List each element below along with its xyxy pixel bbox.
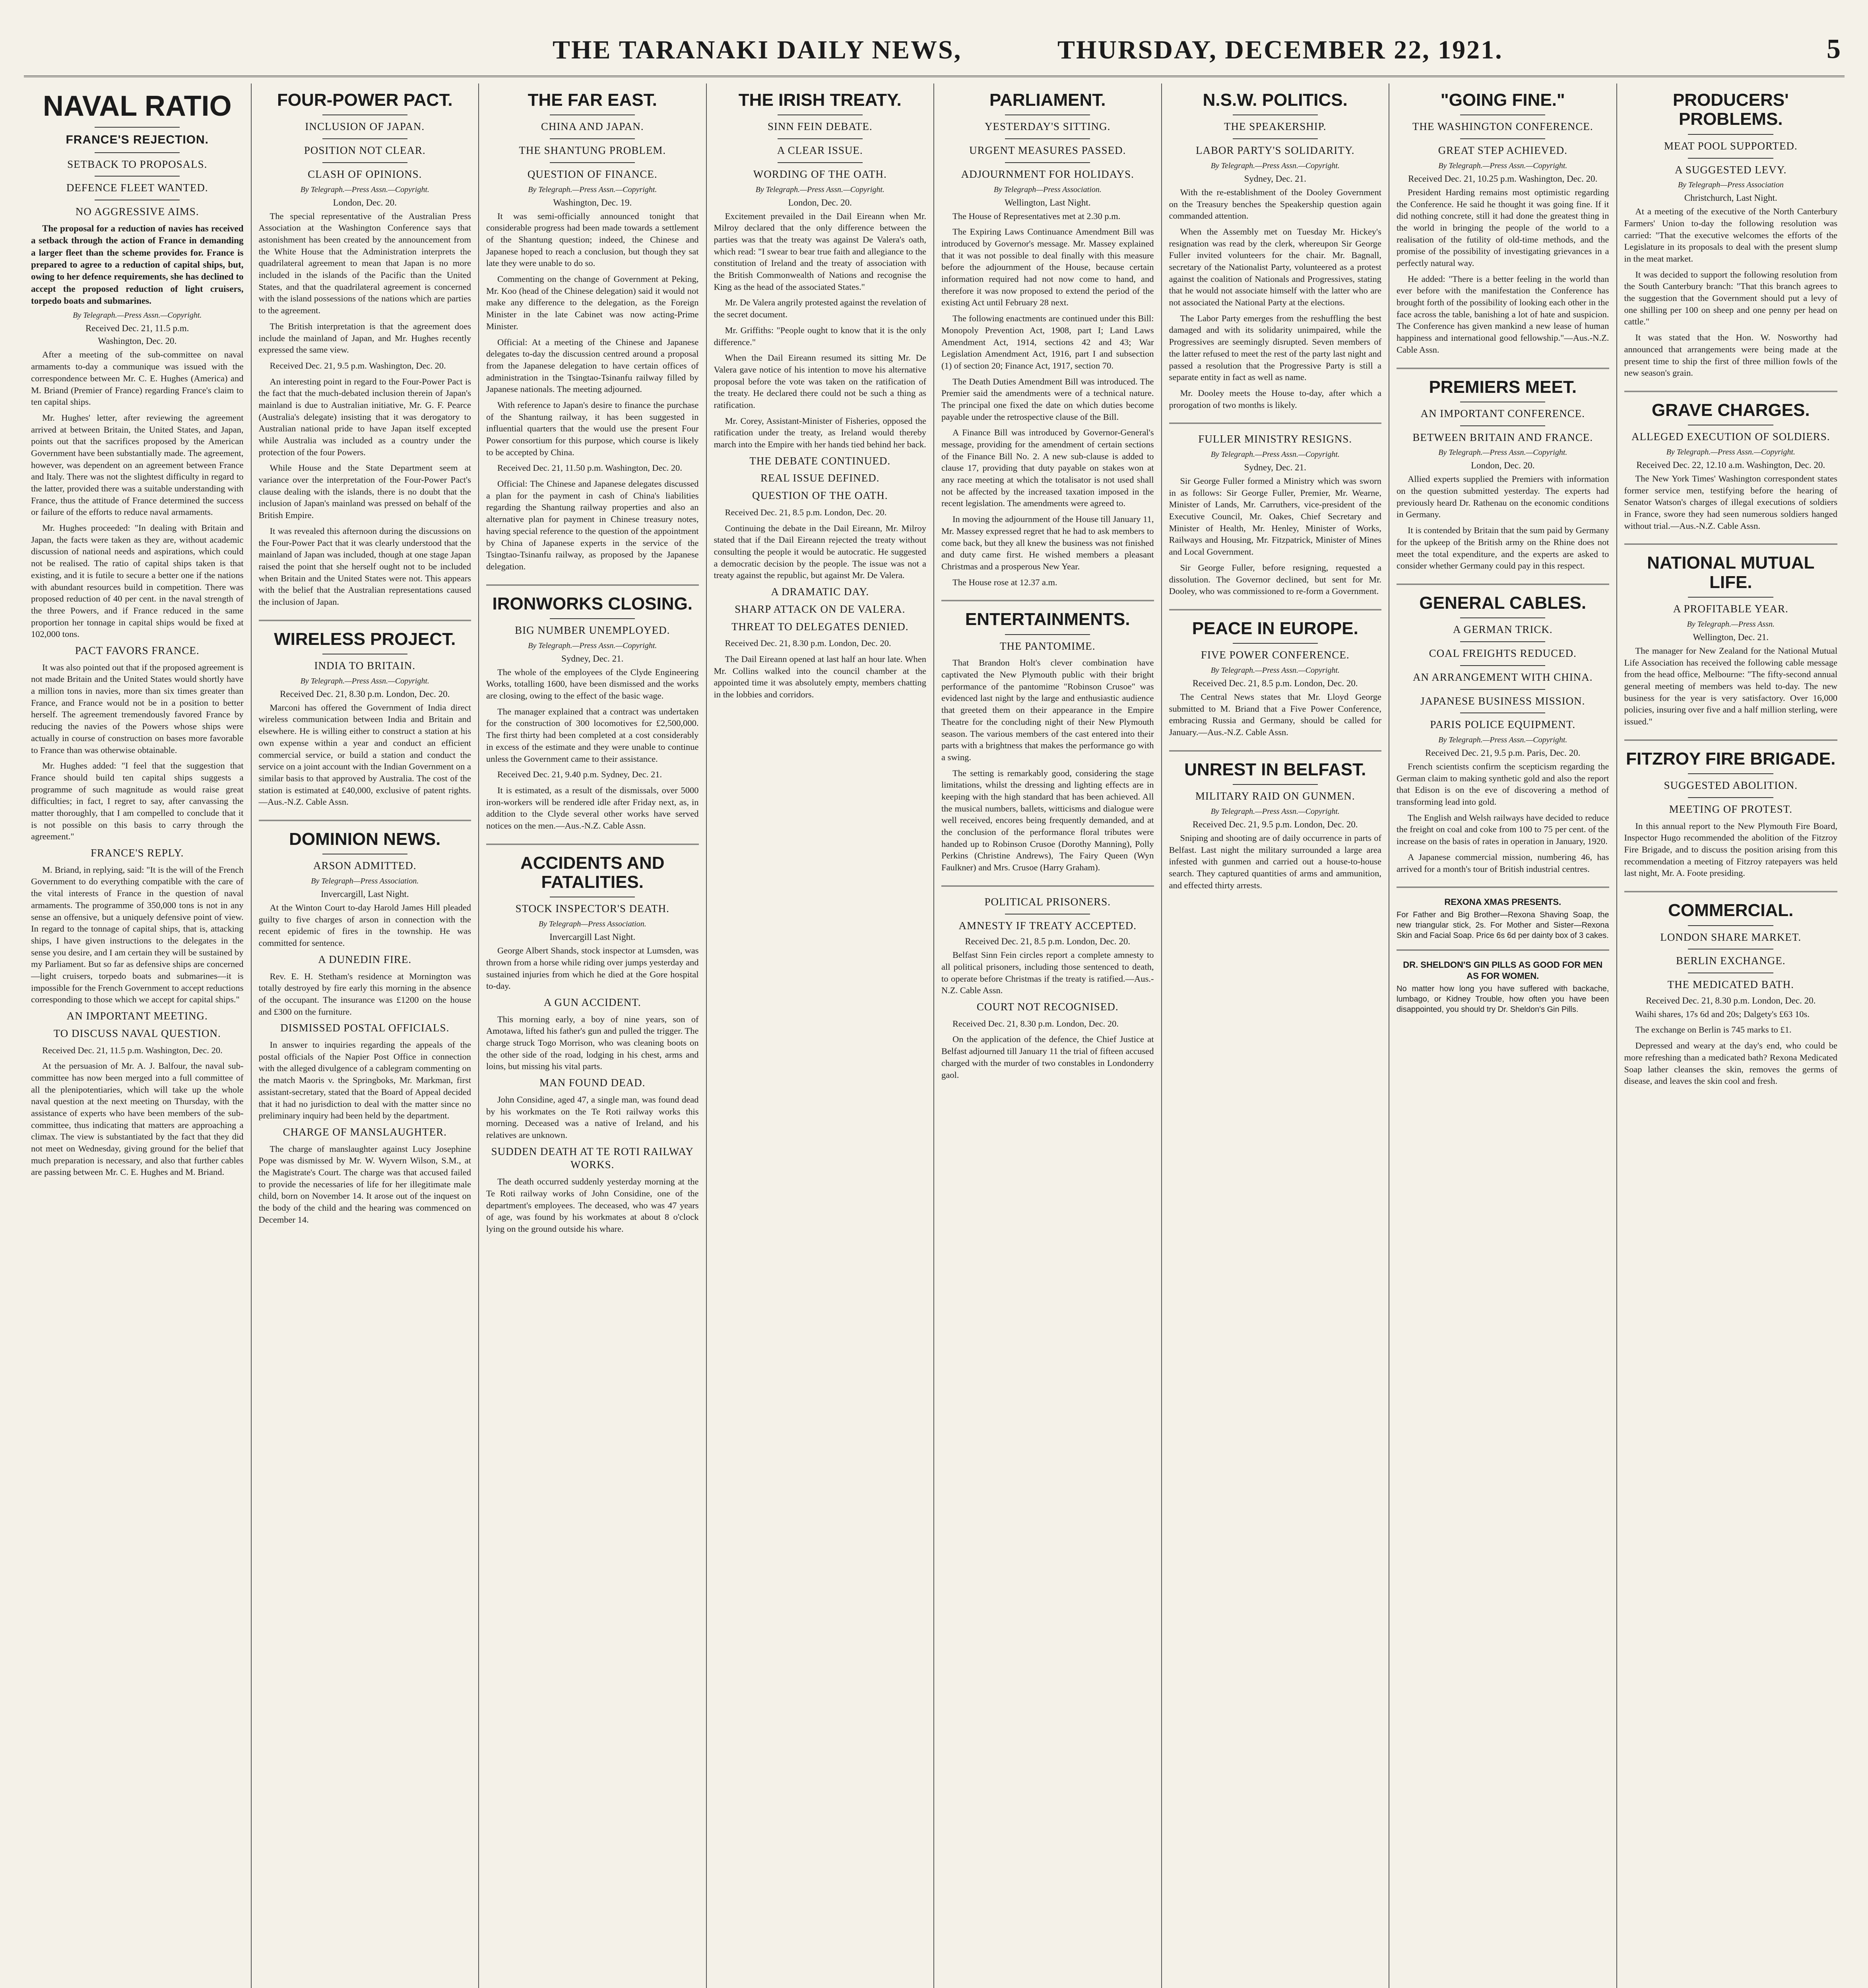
- paragraph: Received Dec. 21, 8.30 p.m. London, Dec. 20.: [725, 638, 891, 648]
- paragraph: Depressed and weary at the day's end, who could be more refreshing than a medicated bath? Rexona Medicated Soap lather cleanses the skin, removes the germs of disease, and leaves the skin cool and fresh.: [1624, 1041, 1837, 1086]
- paragraph: Sir George Fuller formed a Ministry which was sworn in as follows: Sir George Fuller, Premier, Mr. Wearne, Minister of Lands, Mr. Carruthers, vice-president of the Executive Council, Mr. Oakes, Chief Secretary and Minister of Health, Mr. Henley, Minister of Works, Railways and Housing, Mr. Fitzpatrick, Minister of Mines and Local Government.: [1169, 476, 1381, 557]
- column-7: [1389, 83, 1617, 1988]
- dateline: Christchurch, Last Night.: [1684, 193, 1777, 203]
- paragraph: Rev. E. H. Stetham's residence at Mornington was totally destroyed by fire early this morning in the absence of the occupant. The insurance was £1200 on the house and £300 on the furniture.: [258, 971, 471, 1017]
- paragraph: The whole of the employees of the Clyde Engineering Works, totalling 1600, have been dismissed and the works are closing, owing to the effect of the basic wage.: [486, 667, 699, 701]
- subheadline: A PROFITABLE YEAR.: [1673, 603, 1788, 615]
- advertisement-heading: DR. SHELDON'S GIN PILLS AS GOOD FOR MEN AS FOR WOMEN.: [1403, 959, 1603, 981]
- paragraph: Mr. Dooley meets the House to-day, after which a prorogation of two months is likely.: [1169, 388, 1381, 410]
- article-divider: [1397, 949, 1609, 951]
- dateline: Received Dec. 21, 8.30 p.m. London, Dec. 20.: [1646, 995, 1816, 1006]
- headline: WIRELESS PROJECT.: [274, 629, 456, 649]
- article: [486, 844, 699, 1235]
- paragraph: The death occurred suddenly yesterday morning at the Te Roti railway works of John Considine, one of the department's employees. The deceased, who was 47 years of age, was found by his workmates at about 8 o'clock lying on the ground outside his whare.: [486, 1176, 699, 1234]
- dateline: Received Dec. 21, 9.5 p.m. London, Dec. 20.: [1192, 819, 1358, 829]
- paragraph: Received Dec. 21, 8.5 p.m. London, Dec. 20.: [725, 507, 887, 517]
- advertisement-heading: REXONA XMAS PRESENTS.: [1444, 897, 1562, 907]
- headline-rule: [1688, 597, 1773, 598]
- paragraph: It is estimated, as a result of the dismissals, over 5000 iron-workers will be rendered idle after Friday next, as, in addition to the Clyde several other works have served notices on the men.—Aus.-N.Z. Cable Assn.: [486, 785, 699, 831]
- article: [1624, 91, 1838, 379]
- column-5: [934, 83, 1162, 1988]
- wire-credit: By Telegraph—Press Association: [1678, 181, 1784, 190]
- headline-rule: [1005, 634, 1090, 635]
- headline: COMMERCIAL.: [1668, 901, 1794, 920]
- headline: "GOING FINE.": [1440, 90, 1565, 110]
- subheadline: GREAT STEP ACHIEVED.: [1438, 144, 1567, 157]
- article: [259, 820, 471, 1226]
- subheadline: SETBACK TO PROPOSALS.: [67, 158, 208, 170]
- headline: N.S.W. POLITICS.: [1203, 90, 1348, 110]
- paragraph: Belfast Sinn Fein circles report a complete amnesty to all political prisoners, including those sentenced to death, to operate before Christmas if the treaty is ratified.—Aus.-N.Z. Cable Assn.: [941, 950, 1154, 996]
- article: [1624, 891, 1838, 1087]
- subheadline: SUGGESTED ABOLITION.: [1664, 779, 1798, 792]
- subheadline: MILITARY RAID ON GUNMEN.: [1195, 790, 1355, 802]
- section-subheading: THREAT TO DELEGATES DENIED.: [731, 620, 909, 633]
- section-subheading: PACT FAVORS FRANCE.: [75, 644, 200, 656]
- article: [941, 600, 1154, 874]
- headline-rule: [1688, 134, 1773, 135]
- paragraph: Received Dec. 21, 11.5 p.m. Washington, Dec. 20.: [42, 1045, 223, 1055]
- subheadline: MEETING OF PROTEST.: [1669, 803, 1792, 815]
- paragraph: Allied experts supplied the Premiers with information on the question submitted yesterday. The experts had previously heard Dr. Rathenau on the economic conditions in Germany.: [1397, 474, 1609, 520]
- paragraph: Mr. Hughes' letter, after reviewing the agreement arrived at between Britain, the United States, and Japan, points out that the sacrifices proposed by the American Government have been substantially made. The agreement, however, was dependent on an agreement between France and Italy. There was not the slightest difficulty in regard to the latter, provided there was a suitable understanding with France, thus the attitude of France determined the success or failure of the efforts to reduce naval armaments.: [31, 412, 244, 517]
- article-divider: [1169, 609, 1382, 610]
- paragraph: Mr. De Valera angrily protested against the revelation of the secret document.: [714, 297, 926, 320]
- dateline: Wellington, Dec. 21.: [1693, 632, 1769, 643]
- article: [1169, 750, 1382, 891]
- paragraph: The Expiring Laws Continuance Amendment Bill was introduced by Governor's message. Mr. Massey explained that it was not possible to deal finally with this measure before the adjournment of the House, because certain information required had not now come to hand, and therefore it was now proposed to extend the period of the existing Act until February 28 next.: [941, 227, 1154, 308]
- dateline: Wellington, Last Night.: [1004, 197, 1091, 208]
- dateline: Received Dec. 21, 10.25 p.m. Washington, Dec. 20.: [1408, 173, 1598, 184]
- subheadline: CLASH OF OPINIONS.: [308, 168, 422, 180]
- paragraph: The Death Duties Amendment Bill was introduced. The Premier said the amendments were of a technical nature. The principal one fixed the date on which duties become payable under the retrospective clause of the Bill.: [941, 376, 1154, 422]
- column-4: [707, 83, 935, 1988]
- paragraph: Sir George Fuller, before resigning, requested a dissolution. The Governor declined, but sent for Mr. Dooley, who was commissioned to re-form a Government.: [1169, 562, 1381, 596]
- section-subheading: QUESTION OF THE OATH.: [752, 489, 888, 502]
- wire-credit: By Telegraph.—Press Assn.—Copyright.: [73, 311, 202, 320]
- paragraph: The English and Welsh railways have decided to reduce the freight on coal and coke from 100 to 75 per cent. of the increase on the basis of rates in operation in January, 1920.: [1397, 812, 1609, 846]
- section-subheading: SHARP ATTACK ON DE VALERA.: [735, 603, 906, 615]
- headline-rule: [1460, 665, 1545, 666]
- headline-rule: [778, 138, 863, 139]
- headline-rule: [95, 127, 180, 128]
- headline-rule: [1233, 643, 1318, 644]
- subheadline: DEFENCE FLEET WANTED.: [66, 182, 208, 194]
- paragraph: Commenting on the change of Government at Peking, Mr. Koo (head of the Chinese delegation) said it would not make any difference to the delegation, as the Foreign Minister in the late Cabinet was now acting-Prime Minister.: [486, 274, 699, 331]
- article: [259, 620, 471, 808]
- subheadline: THE MEDICATED BATH.: [1667, 978, 1794, 991]
- section-subheading: DISMISSED POSTAL OFFICIALS.: [280, 1022, 450, 1034]
- section-subheading: TO DISCUSS NAVAL QUESTION.: [53, 1027, 221, 1039]
- article: [1624, 544, 1838, 727]
- paragraph: Received Dec. 21, 9.40 p.m. Sydney, Dec. 21.: [497, 769, 662, 780]
- paragraph: The British interpretation is that the agreement does include the mainland of Japan, and Mr. Hughes recently expressed the same view.: [258, 321, 471, 355]
- page-number: 5: [1827, 34, 1841, 64]
- wire-credit: By Telegraph.—Press Assn.—Copyright.: [1666, 448, 1795, 457]
- article: [1397, 368, 1609, 572]
- dateline: Invercargill, Last Night.: [320, 889, 409, 899]
- article-divider: [486, 844, 699, 845]
- paragraph: The Labor Party emerges from the reshuffling the best damaged and with its solidarity unimpaired, while the Progressives are seemingly disrupted. Seven members of the latter refused to meet the rest of the party last night and passed a resolution that the Progressive Party is still a separate entity in fact as well as name.: [1169, 313, 1381, 382]
- headline-rule: [1460, 712, 1545, 713]
- headline: IRONWORKS CLOSING.: [492, 594, 693, 613]
- paragraph: A Finance Bill was introduced by Governor-General's message, providing for the amendment of certain sections of the Finance Bill No. 2. A new sub-clause is added to clause 17, providing that duty payable on stakes won at any race meeting at which the totalisator is not used shall not be affected by the increased taxation imposed in the recent legislation. The amendments were agreed to.: [941, 427, 1154, 509]
- paragraph: With reference to Japan's desire to finance the purchase of the Shantung railway, it has been suggested in influential quarters that the would use the present Four Power consortium for this purpose, which course is likely to be accepted by China.: [486, 400, 699, 457]
- newspaper-title: THE TARANAKI DAILY NEWS,: [553, 35, 962, 64]
- article-divider: [1169, 750, 1382, 751]
- headline-rule: [1688, 797, 1773, 798]
- subheadline: LABOR PARTY'S SOLIDARITY.: [1195, 144, 1355, 157]
- dateline: Received Dec. 21, 8.5 p.m. London, Dec. 20.: [1192, 678, 1358, 689]
- headline: UNREST IN BELFAST.: [1184, 759, 1366, 779]
- dateline: Received Dec. 21, 8.30 p.m. London, Dec. 20.: [280, 689, 450, 699]
- paragraph: The exchange on Berlin is 745 marks to £1.: [1635, 1025, 1792, 1035]
- headline-rule: [1460, 689, 1545, 690]
- article-divider: [1169, 423, 1382, 424]
- headline: GENERAL CABLES.: [1419, 593, 1587, 613]
- article: [31, 91, 244, 1178]
- article-divider: [486, 584, 699, 586]
- subheadline: BETWEEN BRITAIN AND FRANCE.: [1412, 431, 1593, 443]
- subheadline: URGENT MEASURES PASSED.: [969, 144, 1126, 157]
- dateline: Washington, Dec. 19.: [553, 197, 632, 208]
- subheadline: FIVE POWER CONFERENCE.: [1201, 649, 1350, 661]
- subheadline: STOCK INSPECTOR'S DEATH.: [515, 903, 669, 915]
- paragraph: Excitement prevailed in the Dail Eireann when Mr. Milroy declared that the only difference between the parties was that the treaty was against De Valera's oath, which read: "I swear to bear true faith and allegiance to the constitution of Ireland and the treaty of association with the British Commonwealth of Nations and recognise the King as the head of the associated States.": [714, 211, 926, 292]
- subheadline: A SUGGESTED LEVY.: [1675, 163, 1787, 176]
- headline: NAVAL RATIO: [43, 90, 232, 122]
- article-divider: [1624, 391, 1838, 392]
- paragraph: It was semi-officially announced tonight that considerable progress had been made towards a settlement of the Shantung question; indeed, the Chinese and Japanese hoped to reach a conclusion, but though they sat late they were unable to do so.: [486, 211, 699, 268]
- headline-rule: [550, 618, 635, 619]
- paragraph: It is contended by Britain that the sum paid by Germany for the upkeep of the British army on the Rhine does not meet the total expenditure, and the experts are asked to consider whether Germany could pay in this respect.: [1397, 525, 1609, 571]
- dateline: London, Dec. 20.: [1471, 460, 1535, 471]
- article: [1169, 423, 1382, 597]
- paragraph: The following enactments are continued under this Bill: Monopoly Prevention Act, 1908, part I; Land Laws Amendment Act, 1914, sections 42 and 43; War Legislation Amendment Act, 1916, part I and subsection (1) of section 20; Finance Act, 1917, section 70.: [941, 313, 1154, 371]
- headline: PRODUCERS' PROBLEMS.: [1672, 90, 1789, 129]
- paragraph: Received Dec. 21, 9.5 p.m. Washington, Dec. 20.: [270, 360, 446, 371]
- headline-rule: [1233, 784, 1318, 785]
- paragraph: Waihi shares, 17s 6d and 20s; Dalgety's £63 10s.: [1635, 1009, 1810, 1019]
- subheadline: PARIS POLICE EQUIPMENT.: [1430, 718, 1576, 731]
- subheadline: BERLIN EXCHANGE.: [1676, 955, 1786, 967]
- section-subheading: THE DEBATE CONTINUED.: [749, 454, 891, 467]
- advertisement-text: For Father and Big Brother—Rexona Shaving Soap, the new triangular stick, 2s. For Mother and Sister—Rexona Skin and Facial Soap. Price 6s 6d per dainty box of 3 cakes.: [1397, 910, 1609, 940]
- paragraph: Official: The Chinese and Japanese delegates discussed a plan for the payment in cash of China's liabilities regarding the Shantung railway properties and also an alternative plan for payment in Chinese treasury notes, having special reference to the question of the appointment by China of Japanese experts in the service of the Tsingtao-Tsinanfu railway, as proposed by the Japanese delegation.: [486, 479, 699, 571]
- paragraph: After a meeting of the sub-committee on naval armaments to-day a communique was issued with the correspondence between Mr. C. E. Hughes (America) and M. Briand (Premier of France) regarding France's claim to ten capital ships.: [31, 349, 244, 407]
- article-divider: [941, 600, 1154, 601]
- dateline: Received Dec. 21, 8.5 p.m. London, Dec. 20.: [965, 936, 1131, 947]
- subheadline: THE SHANTUNG PROBLEM.: [519, 144, 666, 157]
- paragraph: French scientists confirm the scepticism regarding the German claim to making synthetic gold and also the report that Edison is on the eve of discovering a method of transforming lead into gold.: [1397, 761, 1609, 807]
- wire-credit: By Telegraph—Press Association.: [311, 877, 419, 886]
- paragraph: The setting is remarkably good, considering the stage limitations, whilst the dressing and lighting effects are in keeping with the high standard that has been achieved. All the musical numbers, ballets, witticisms and dialogue were well received, encores being frequently demanded, and at the conclusion of the performance floral tributes were handed up to Robinson Crusoe (Dorothy Manning), Polly Perkins (Christine Andrews), The Fairy Queen (Wyn Faulkner) and Mrs. Crusoe (Harry Graham).: [941, 768, 1154, 873]
- subheadline: WORDING OF THE OATH.: [753, 168, 887, 180]
- wire-credit: By Telegraph—Press Association.: [538, 920, 646, 929]
- article-divider: [1624, 544, 1838, 545]
- article-divider: [1397, 887, 1609, 888]
- subheadline: ADJOURNMENT FOR HOLIDAYS.: [961, 168, 1134, 180]
- headline-rule: [322, 162, 407, 163]
- article-divider: [1624, 891, 1838, 892]
- subheadline: CHINA AND JAPAN.: [541, 120, 644, 133]
- wire-credit: By Telegraph.—Press Assn.—Copyright.: [1210, 666, 1340, 675]
- paragraph: At the persuasion of Mr. A. J. Balfour, the naval sub-committee has now been merged into a full committee of all the plenipotentiaries, which will take up the whole naval question at the next meeting on Thursday, with the assistance of experts who have been members of the sub-committee, thus indicating that matters are approaching a climax. The view is substantiated by the fact that they did not meet on Wednesday, giving ground for the belief that much preparation is necessary, and also that further cables are passing between Mr. C. E. Hughes and M. Briand.: [31, 1061, 244, 1177]
- paragraph: The manager explained that a contract was undertaken for the construction of 300 locomotives for £2,500,000. The first thirty had been completed at a cost considerably in excess of the estimate and they were unable to continue unless the Government came to their assistance.: [486, 706, 699, 764]
- paragraph: On the application of the defence, the Chief Justice at Belfast adjourned till January 11 the trial of fifteen accused charged with the murder of two constables in Londonderry gaol.: [941, 1034, 1154, 1080]
- wire-credit: By Telegraph.—Press Assn.—Copyright.: [528, 641, 657, 650]
- headline-rule: [322, 138, 407, 139]
- headline: FITZROY FIRE BRIGADE.: [1626, 749, 1836, 769]
- column-2: [252, 83, 479, 1988]
- newspaper-columns: [24, 83, 1845, 1988]
- dateline: Sydney, Dec. 21.: [561, 653, 624, 664]
- wire-credit: By Telegraph.—Press Assn.—Copyright.: [1210, 450, 1340, 459]
- headline: THE IRISH TREATY.: [738, 90, 902, 110]
- wire-credit: By Telegraph.—Press Assn.—Copyright.: [1438, 736, 1567, 745]
- wire-credit: By Telegraph.—Press Assn.: [1687, 620, 1775, 629]
- article: [259, 91, 471, 608]
- headline-rule: [1688, 925, 1773, 926]
- subheadline: ARSON ADMITTED.: [313, 860, 417, 872]
- paragraph: The Dail Eireann opened at last half an hour late. When Mr. Collins walked into the council chamber at the appointed time it was absolutely empty, members chatting in the lobbies and corridors.: [714, 654, 926, 700]
- dateline: Invercargill Last Night.: [549, 932, 636, 942]
- wire-credit: By Telegraph.—Press Assn.—Copyright.: [755, 185, 885, 194]
- column-6: [1162, 83, 1390, 1988]
- section-subheading: A DUNEDIN FIRE.: [318, 953, 412, 965]
- paragraph: It was stated that the Hon. W. Nosworthy had announced that arrangements were being made at the present time to ship the first of three million fowls of the new season's grain.: [1624, 332, 1837, 378]
- wire-credit: By Telegraph.—Press Assn.—Copyright.: [300, 185, 429, 194]
- paragraph: The New York Times' Washington correspondent states former service men, testifying before the hearing of Senator Watson's charges of illegal executions of soldiers in France, swore they had seen numerous soldiers hanged without trial.—Aus.-N.Z. Cable Assn.: [1624, 474, 1837, 531]
- headline-rule: [95, 176, 180, 177]
- headline: PARLIAMENT.: [989, 90, 1106, 110]
- paragraph: Mr. Corey, Assistant-Minister of Fisheries, opposed the ratification under the treaty, as Ireland would thereby march into the Empire with her hands tied behind her back.: [714, 415, 926, 450]
- subheadline: MEAT POOL SUPPORTED.: [1664, 140, 1798, 152]
- paragraph: He added: "There is a better feeling in the world than ever before with the manifestation the Conference has brought forth of the possibility of looking each other in the face across the table, banishing a lot of hate and suspicion. The Conference has given mankind a new lease of human happiness and international good fellowship."—Aus.-N.Z. Cable Assn.: [1397, 274, 1609, 355]
- paragraph: When the Dail Eireann resumed its sitting Mr. De Valera gave notice of his intention to move his alternative proposal before the vote was taken on the ratification of the treaty. He declared there could not be such a thing as ratification.: [714, 353, 926, 410]
- subheadline: YESTERDAY'S SITTING.: [985, 120, 1111, 133]
- paragraph: Official: At a meeting of the Chinese and Japanese delegates to-day the discussion centred around a proposal from the Japanese delegation to have certain offices of administration in the Tsingtao-Tsinanfu railway filled by Japanese nationals. The meeting adjourned.: [486, 337, 699, 394]
- paragraph: Continuing the debate in the Dail Eireann, Mr. Milroy stated that if the Dail Eireann rejected the treaty without consulting the people it would be autocratic. He suggested a democratic decision by the people. The issue was not a treaty against the republic, but against Mr. De Valera.: [714, 523, 926, 580]
- article: [1624, 740, 1838, 879]
- paragraph: An interesting point in regard to the Four-Power Pact is the fact that the much-debated inclusion therein of Japan's mainland is due to Australian initiative, Mr. G. F. Pearce (Australia's delegate) insisting that it was derogatory to Australian national pride to have Japan itself excepted while Australia was included as a country under the protection of the four Powers.: [258, 376, 471, 457]
- paragraph: Mr. Hughes proceeded: "In dealing with Britain and Japan, the facts were taken as they are, without academic discussion of national needs and aspirations, which could not be realised. The ratio of capital ships taken is that existing, and it is futile to secure a better one if the nations with abundant resources build in competition. There was proposed reduction of 40 per cent. in the naval strength of the three Powers, and if France reduced in the same proportion her tonnage in capital ships would be fixed at 102,000 tons.: [31, 523, 244, 639]
- paragraph: Sniping and shooting are of daily occurrence in parts of Belfast. Last night the military surrounded a large area infested with gunmen and carried out a house-to-house search. They captured quantities of arms and ammunition, and effected thirty arrests.: [1169, 833, 1381, 890]
- subheadline: JAPANESE BUSINESS MISSION.: [1420, 695, 1585, 707]
- subheadline: NO AGGRESSIVE AIMS.: [75, 206, 199, 218]
- dateline: Sydney, Dec. 21.: [1244, 173, 1306, 184]
- dateline: Washington, Dec. 20.: [98, 336, 177, 346]
- paragraph: Received Dec. 21, 11.50 p.m. Washington, Dec. 20.: [497, 463, 682, 473]
- headline-rule: [1005, 162, 1090, 163]
- subheadline: SINN FEIN DEBATE.: [767, 120, 873, 133]
- article: [941, 91, 1154, 588]
- dateline: London, Dec. 20.: [333, 197, 397, 208]
- paragraph: In moving the adjournment of the House till January 11, Mr. Massey expressed regret that he had to ask members to come back, but they all knew the business was not finished and duty came first. He wished members a pleasant Christmas and a prosperous New Year.: [941, 514, 1154, 571]
- headline: PEACE IN EUROPE.: [1192, 618, 1358, 638]
- paragraph: A Japanese commercial mission, numbering 46, has arrived for a month's tour of British industrial centres.: [1397, 852, 1609, 874]
- column-3: [479, 83, 707, 1988]
- section-subheading: FRANCE'S REPLY.: [91, 847, 184, 859]
- subheadline: ALLEGED EXECUTION OF SOLDIERS.: [1631, 431, 1830, 443]
- dateline: Received Dec. 22, 12.10 a.m. Washington, Dec. 20.: [1636, 460, 1825, 470]
- subheadline: THE PANTOMIME.: [999, 640, 1096, 652]
- headline-rule: [1460, 641, 1545, 642]
- article-divider: [941, 885, 1154, 887]
- paragraph: In answer to inquiries regarding the appeals of the postal officials of the Napier Post Office in connection with the alleged divulgence of a cablegram commenting on the match Maoris v. the Springboks, Mr. Markman, first assistant-secretary, stated that the Board of Appeal decided that it had no jurisdiction to deal with the matter since no preliminary inquiry had been held by the department.: [258, 1040, 471, 1121]
- section-subheading: CHARGE OF MANSLAUGHTER.: [283, 1126, 447, 1138]
- article: [1624, 391, 1838, 532]
- advertisement: [1397, 959, 1609, 1015]
- headline-rule: [778, 162, 863, 163]
- subheadline: BIG NUMBER UNEMPLOYED.: [515, 624, 670, 636]
- paragraph: The Central News states that Mr. Lloyd George submitted to M. Briand that a Five Power Conference, embracing Russia and Germany, should be called for January.—Aus.-N.Z. Cable Assn.: [1169, 692, 1381, 738]
- subheadline: AMNESTY IF TREATY ACCEPTED.: [958, 919, 1137, 932]
- masthead: [24, 28, 1845, 77]
- paragraph: The special representative of the Australian Press Association at the Washington Conference says that astonishment has been created by the announcement from the White House that the Administration interprets the quadrilateral agreement to mean that Japan is no more included in the islands of the Pacific than the United States, and that the quadrilateral agreement is concerned with the island possessions of the nations which are parties to the agreement.: [258, 211, 471, 316]
- section-subheading: A GUN ACCIDENT.: [543, 996, 641, 1008]
- headline-rule: [1460, 138, 1545, 139]
- headline-rule: [550, 162, 635, 163]
- article: [1397, 91, 1609, 356]
- paragraph: John Considine, aged 47, a single man, was found dead by his workmates on the Te Roti railway works this morning. Deceased was a native of Ireland, and his relatives are unknown.: [486, 1094, 699, 1140]
- headline: ENTERTAINMENTS.: [965, 610, 1130, 629]
- paragraph: Marconi has offered the Government of India direct wireless communication between India and Britain and elsewhere. He is willing either to construct a station at his own expense within a year and conduct an efficient commercial service, or build a station and conduct the service on a joint account with the Indian Government on a similar basis to that approved by Australia. The cost of the station is estimated at £40,000, exclusive of patent rights.—Aus.-N.Z. Cable Assn.: [258, 702, 471, 807]
- paragraph: In this annual report to the New Plymouth Fire Board, Inspector Hugo recommended the abolition of the Fitzroy Fire Brigade, and to discuss the position arising from this recommendation a meeting of Fitzroy ratepayers was held last night, Mr. A. Foote presiding.: [1624, 821, 1837, 878]
- headline-rule: [1005, 138, 1090, 139]
- article: [941, 885, 1154, 1081]
- dateline: Sydney, Dec. 21.: [1244, 462, 1306, 473]
- dateline: Received Dec. 21, 9.5 p.m. Paris, Dec. 20.: [1425, 748, 1581, 758]
- headline-rule: [95, 152, 180, 153]
- wire-credit: By Telegraph.—Press Assn.—Copyright.: [1438, 448, 1567, 457]
- subheadline: COAL FREIGHTS REDUCED.: [1429, 647, 1577, 660]
- subheadline: AN IMPORTANT CONFERENCE.: [1420, 407, 1585, 419]
- subheadline: A CLEAR ISSUE.: [777, 144, 863, 157]
- headline: PREMIERS MEET.: [1429, 377, 1577, 397]
- subheadline: INDIA TO BRITAIN.: [314, 660, 416, 672]
- headline: THE FAR EAST.: [528, 90, 657, 110]
- headline-rule: [1460, 617, 1545, 618]
- paragraph: At a meeting of the executive of the North Canterbury Farmers' Union to-day the following resolution was carried: "That the executive welcomes the efforts of the Legislature in its proposals to deal with the present slump in the meat market.: [1624, 206, 1837, 264]
- dateline: Received Dec. 21, 11.5 p.m.: [85, 323, 189, 334]
- paragraph: With the re-establishment of the Dooley Government on the Treasury benches the Speakership question again commanded attention.: [1169, 187, 1381, 221]
- paragraph: While House and the State Department seem at variance over the interpretation of the Four-Power Pact's clause dealing with the islands, there is no doubt that the inclusion of Japan's mainland was pressed on behalf of the British Empire.: [258, 463, 471, 520]
- section-subheading: MAN FOUND DEAD.: [539, 1077, 646, 1089]
- column-8: [1617, 83, 1845, 1988]
- subheadline: LONDON SHARE MARKET.: [1660, 931, 1802, 943]
- subheadline: A GERMAN TRICK.: [1453, 623, 1553, 636]
- headline: DOMINION NEWS.: [289, 829, 441, 849]
- headline-rule: [1460, 425, 1545, 426]
- article: [714, 91, 927, 701]
- article-divider: [1397, 368, 1609, 369]
- subheadline: INCLUSION OF JAPAN.: [305, 120, 425, 133]
- section-subheading: A DRAMATIC DAY.: [771, 586, 869, 598]
- headline: GRAVE CHARGES.: [1651, 400, 1810, 420]
- article: [1169, 91, 1382, 411]
- article: [486, 584, 699, 832]
- article: [1397, 584, 1609, 875]
- article-divider: [1397, 584, 1609, 585]
- article-divider: [1624, 740, 1838, 741]
- paragraph: It was also pointed out that if the proposed agreement is not made Britain and the United States would shortly have a million tons in navies, more than six times greater than France, and France would not be in a position to better herself. The agreement tremendously favored France by reducing the navies of the Powers whose ships were actually in course of construction on bases more favorable to France than was otherwise obtainable.: [31, 662, 244, 755]
- subheadline: POSITION NOT CLEAR.: [304, 144, 426, 157]
- wire-credit: By Telegraph.—Press Assn.—Copyright.: [1210, 161, 1340, 170]
- subheadline: FULLER MINISTRY RESIGNS.: [1198, 433, 1352, 445]
- headline: FOUR-POWER PACT.: [277, 90, 453, 110]
- headline-rule: [550, 138, 635, 139]
- headline: ACCIDENTS AND FATALITIES.: [520, 853, 665, 892]
- paragraph: The charge of manslaughter against Lucy Josephine Pope was dismissed by Mr. W. Wyvern Wilson, S.M., at the Magistrate's Court. The charge was that accused failed to provide the necessaries of life for her illegitimate male child, born on November 14. It arose out of the inquest on the body of the child and the hearing was commenced on December 14.: [258, 1143, 471, 1225]
- paragraph: The House of Representatives met at 2.30 p.m.: [952, 211, 1121, 221]
- subheadline: QUESTION OF FINANCE.: [527, 168, 658, 180]
- paragraph: The manager for New Zealand for the National Mutual Life Association has received the following cable message from the head office, Melbourne: "The fifty-second annual general meeting of members was held to-day. The new business for the year is very satisfactory. Over 16,000 policies, insuring over five and a half million sterling, were issued.": [1624, 646, 1837, 727]
- article-divider: [259, 820, 471, 821]
- paragraph: Mr. Hughes added: "I feel that the suggestion that France should build ten capital ships suggests a programme of such magnitude as would raise great difficulties; in fact, I regret to say, after canvassing the matter thoroughly, that I am compelled to conclude that it is not possible on this basis to carry through the agreement.": [31, 761, 244, 842]
- paragraph: The House rose at 12.37 a.m.: [952, 577, 1057, 587]
- paragraph: It was decided to support the following resolution from the South Canterbury branch: "That this branch agrees to the suggestion that the Government should put a levy of one shilling per 100 on sheep and one penny per head on cattle.": [1624, 269, 1837, 327]
- wire-credit: By Telegraph.—Press Assn.—Copyright.: [1438, 161, 1567, 170]
- article-summary: The proposal for a reduction of navies has received a setback through the action of France in demanding a larger fleet than the scheme provides for. France is prepared to agree to a reduction of capital ships, but, owing to her defence requirements, she has declined to accept the proposed reduction of light cruisers, torpedo boats and submarines.: [31, 223, 244, 306]
- paragraph: President Harding remains most optimistic regarding the Conference. He said he thought it was going fine. If it did nothing concrete, still it had done the greatest thing in the world in bringing the people of the world to a realisation of the futility of old-time methods, and the promise of the possibility of investigating grievances in a perfectly natural way.: [1397, 187, 1609, 268]
- section-subheading: SUDDEN DEATH AT TE ROTI RAILWAY WORKS.: [491, 1145, 694, 1171]
- dateline: London, Dec. 20.: [788, 197, 852, 208]
- paragraph: At the Winton Court to-day Harold James Hill pleaded guilty to five charges of arson in connection with the recent epidemic of fires in the township. He was committed for sentence.: [258, 903, 471, 948]
- paragraph: M. Briand, in replying, said: "It is the will of the French Government to do everything compatible with the care of the vital interests of France in the question of naval armaments. The programme of 350,000 tons is not in any sense an offensive, but a uniquely defensive point of view. In regard to the tonnage of capital ships, that is, attacking ships, I have given instructions to the delegates in the sense you desire, and I am certain they will be sustained by my Parliament. But so far as defensive ships are concerned—light cruisers, torpedo boats and submarines—it is impossible for the French Government to accept reductions corresponding to those which we accept for capital ships.": [31, 864, 244, 1005]
- article: [1169, 609, 1382, 738]
- advertisement-text: No matter how long you have suffered with backache, lumbago, or Kidney Trouble, how often you have been disappointed, you should try Dr. Sheldon's Gin Pills.: [1397, 984, 1609, 1014]
- advertisement: [1397, 897, 1609, 941]
- paragraph: Mr. Griffiths: "People ought to know that it is the only difference.": [714, 325, 926, 347]
- subheadline: POLITICAL PRISONERS.: [984, 895, 1111, 908]
- headline-rule: [1688, 158, 1773, 159]
- section-subheading: REAL ISSUE DEFINED.: [760, 472, 880, 484]
- paragraph: That Brandon Holt's clever combination have captivated the New Plymouth public with their bright performance of the pantomime "Robinson Crusoe" was evidenced last night by the large and enthusiastic audience that greeted them on their appearance in the Empire Theatre for the concluding night of their New Plymouth season. The various members of the cast entered into their parts with a brightness that makes the performance go with a swing.: [941, 658, 1154, 762]
- article: [486, 91, 699, 573]
- wire-credit: By Telegraph.—Press Assn.—Copyright.: [1210, 807, 1340, 816]
- subheadline: THE SPEAKERSHIP.: [1224, 120, 1327, 133]
- wire-credit: By Telegraph.—Press Assn.—Copyright.: [300, 676, 429, 685]
- subheadline: THE WASHINGTON CONFERENCE.: [1412, 120, 1593, 133]
- paragraph: When the Assembly met on Tuesday Mr. Hickey's resignation was read by the clerk, whereupon Sir George Fuller invited volunteers for the chair. Mr. Bagnall, secretary of the Nationalist Party, volunteered as a protest against the coalition of Nationals and Progressives, stating that he would not associate himself with the latter who are not associated the National Party at the elections.: [1169, 226, 1381, 308]
- wire-credit: By Telegraph—Press Association.: [993, 185, 1102, 194]
- paragraph: George Albert Shands, stock inspector at Lumsden, was thrown from a horse while riding over jumps yesterday and sustained injuries from which he died at the Gore hospital to-day.: [486, 945, 699, 991]
- headline-rule: [1688, 773, 1773, 774]
- column-1: [24, 83, 252, 1988]
- section-subheading: AN IMPORTANT MEETING.: [66, 1010, 208, 1022]
- paragraph: It was revealed this afternoon during the discussions on the Four-Power Pact that it was clearly understood that the mainland of Japan was included, though at one stage Japan raised the point that she herself ought not to be included when Britain and the United States were not. This appears with the belief that the Australian representations caused the inclusion of Japan.: [258, 526, 471, 607]
- paragraph: Received Dec. 21, 8.30 p.m. London, Dec. 20.: [952, 1018, 1119, 1029]
- subheadline: AN ARRANGEMENT WITH CHINA.: [1413, 671, 1593, 683]
- headline: NATIONAL MUTUAL LIFE.: [1647, 553, 1815, 592]
- issue-date: THURSDAY, DECEMBER 22, 1921.: [1057, 35, 1503, 64]
- subheadline: FRANCE'S REJECTION.: [66, 133, 209, 147]
- section-subheading: COURT NOT RECOGNISED.: [976, 1001, 1119, 1013]
- headline-rule: [1233, 138, 1318, 139]
- paragraph: This morning early, a boy of nine years, son of Amotawa, lifted his father's gun and pulled the trigger. The charge struck Togo Morrison, who was cleaning boots on the other side of the road, lodging in his chest, arms and loins, but missing his vital parts.: [486, 1014, 699, 1072]
- article-divider: [259, 620, 471, 621]
- wire-credit: By Telegraph.—Press Assn.—Copyright.: [528, 185, 657, 194]
